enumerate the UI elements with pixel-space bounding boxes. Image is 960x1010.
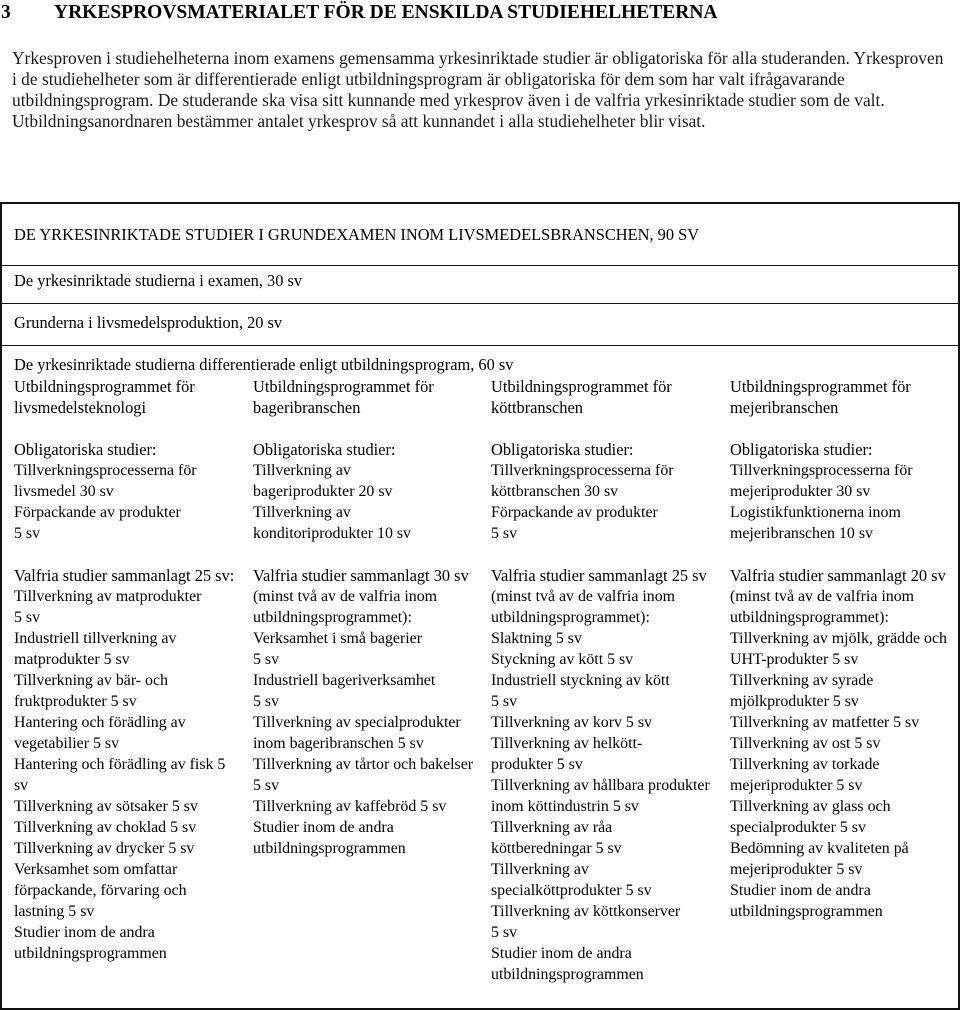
mandatory-studies: Tillverkning av bageriprodukter 20 sv Tillverkning av konditoriprodukter 10 sv [253,462,412,542]
elective-label: Valfria studier sammanlagt 20 sv [730,566,946,585]
divider [2,345,958,346]
program-column [491,376,715,985]
common-studies-heading: De yrkesinriktade studierna i examen, 30 sv [14,271,303,290]
elective-label: Valfria studier sammanlagt 25 sv: [14,566,235,585]
program-column [253,376,477,859]
elective-studies: (minst två av de valfria inom utbildningsprogrammet): Tillverkning av mjölk, grädde och UHT-produkter 5 sv Tillverkning av syrade mjölkprodukter 5 sv Tillverkning av matfetter 5 sv Tillverkning av ost 5 sv Tillverkning av torkade mejeriprodukter 5 sv Tillverkning av glass och specialprodukter 5 sv Bedömning av kvaliteten på mejeriprodukter 5 sv Studier inom de andra utbildningsprogrammen [730,588,947,920]
mandatory-studies: Tillverkningsprocesserna för köttbranschen 30 sv Förpackande av produkter 5 sv [491,462,674,542]
program-column [14,376,238,964]
elective-label: Valfria studier sammanlagt 30 sv [253,566,469,585]
studies-table [0,202,960,1010]
mandatory-studies: Tillverkningsprocesserna för livsmedel 30 sv Förpackande av produkter 5 sv [14,462,197,542]
program-name: Utbildningsprogrammet för livsmedelsteknologi [14,377,195,417]
common-studies-item: Grunderna i livsmedelsproduktion, 20 sv [14,313,283,332]
elective-studies: (minst två av de valfria inom utbildningsprogrammet): Slaktning 5 sv Styckning av kött 5 sv Industriell styckning av kött 5 sv Tillverkning av korv 5 sv Tillverkning av helkött- produkter 5 sv Tillverkning av hållbara produkter inom köttindustrin 5 sv Tillverkning av råa köttberedningar 5 sv Tillverkning av specialköttprodukter 5 sv Tillverkning av köttkonserver 5 sv Studier inom de andra utbildningsprogrammen [491,588,710,983]
section-number: 3 [1,2,11,23]
mandatory-label: Obligatoriska studier: [14,440,157,459]
program-name: Utbildningsprogrammet för köttbranschen [491,377,672,417]
divider [2,303,958,304]
elective-studies: Tillverkning av matprodukter 5 sv Industriell tillverkning av matprodukter 5 sv Tillverkning av bär- och fruktprodukter 5 sv Hantering och förädling av vegetabilier 5 sv Hantering och förädling av fisk 5 sv Tillverkning av sötsaker 5 sv Tillverkning av choklad 5 sv Tillverkning av drycker 5 sv Verksamhet som omfattar förpackande, förvaring och lastning 5 sv Studier inom de andra utbildningsprogrammen [14,588,226,962]
program-name: Utbildningsprogrammet för mejeribranschen [730,377,911,417]
section-title: YRKESPROVSMATERIALET FÖR DE ENSKILDA STUDIEHELHETERNA [54,2,718,23]
intro-paragraph: Yrkesproven i studiehelheterna inom examens gemensamma yrkesinriktade studier är obligatoriska för alla studeranden. Yrkesproven i de studiehelheter som är differentierade enligt utbildningsprogram är obligatoriska för dem som har valt ifrågavarande utbildningsprogram. De studerande ska visa sitt kunnande med yrkesprov även i de valfria yrkesinriktade studier som de valt. Utbildningsanordnaren bestämmer antalet yrkesprov så att kunnandet i alla studiehelheter blir visat. [12,48,944,131]
differentiated-studies-heading: De yrkesinriktade studierna differentierade enligt utbildningsprogram, 60 sv [14,355,514,374]
section-heading [0,0,960,26]
mandatory-label: Obligatoriska studier: [730,440,873,459]
table-title: DE YRKESINRIKTADE STUDIER I GRUNDEXAMEN INOM LIVSMEDELSBRANSCHEN, 90 SV [14,225,700,244]
elective-label: Valfria studier sammanlagt 25 sv [491,566,707,585]
mandatory-label: Obligatoriska studier: [253,440,396,459]
mandatory-studies: Tillverkningsprocesserna för mejeriprodukter 30 sv Logistikfunktionerna inom mejeribranschen 10 sv [730,462,913,542]
divider [2,265,958,266]
program-name: Utbildningsprogrammet för bageribranschen [253,377,434,417]
mandatory-label: Obligatoriska studier: [491,440,634,459]
program-column [730,376,954,922]
elective-studies: (minst två av de valfria inom utbildningsprogrammet): Verksamhet i små bagerier 5 sv Industriell bageriverksamhet 5 sv Tillverkning av specialprodukter inom bageribranschen 5 sv Tillverkning av tårtor och bakelser 5 sv Tillverkning av kaffebröd 5 sv Studier inom de andra utbildningsprogrammen [253,588,474,857]
